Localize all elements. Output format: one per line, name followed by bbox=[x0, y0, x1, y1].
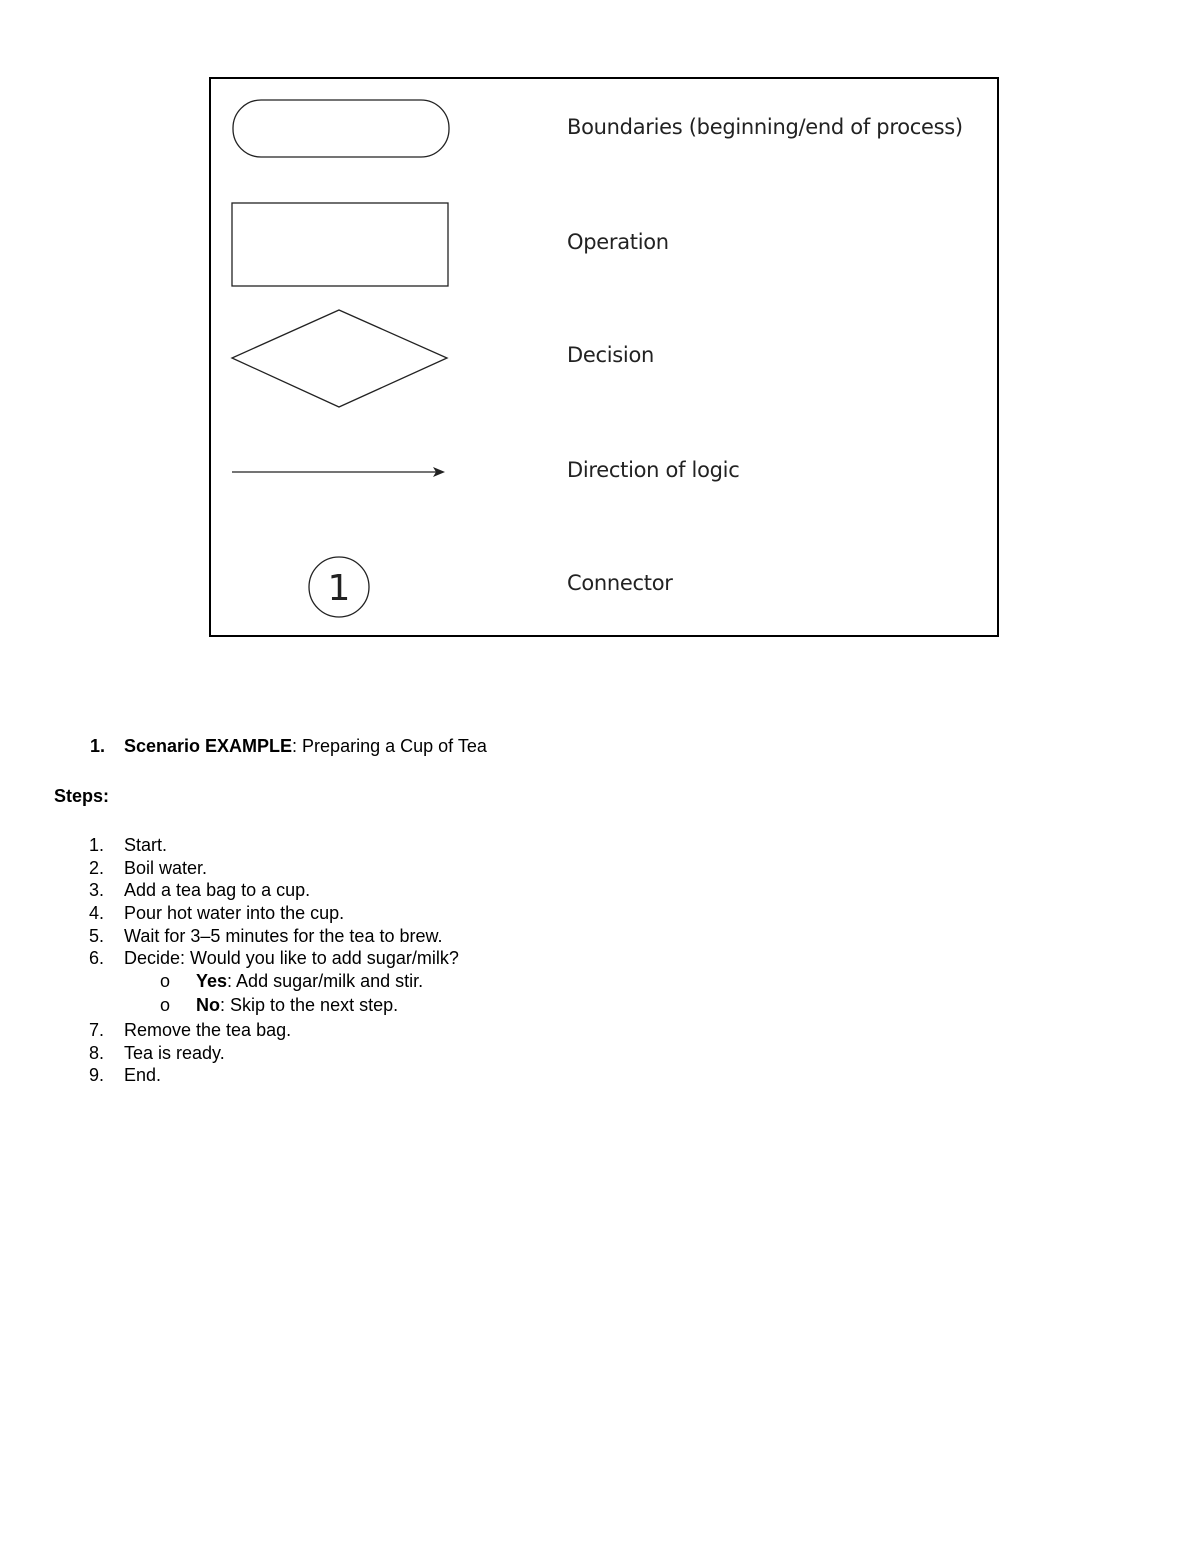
operation-rectangle-shape bbox=[232, 203, 448, 286]
legend-label-connector: Connector bbox=[567, 571, 673, 595]
legend-label-operation: Operation bbox=[567, 230, 669, 254]
step-text: Decide: Would you like to add sugar/milk? bbox=[124, 948, 459, 968]
step-number: 9. bbox=[88, 1065, 104, 1085]
bullet-icon: o bbox=[160, 971, 171, 991]
legend-label-direction: Direction of logic bbox=[567, 458, 740, 482]
step-number: 7. bbox=[88, 1020, 104, 1040]
scenario-title bbox=[124, 735, 487, 757]
sub-step-detail: : Add sugar/milk and stir. bbox=[227, 971, 424, 991]
sub-step-text bbox=[196, 994, 398, 1016]
step-number: 8. bbox=[88, 1043, 104, 1063]
step-text: Pour hot water into the cup. bbox=[124, 903, 345, 923]
scenario-number: 1. bbox=[89, 736, 105, 756]
step-text: Remove the tea bag. bbox=[124, 1020, 292, 1040]
step-text: Add a tea bag to a cup. bbox=[124, 880, 311, 900]
sub-step-detail: : Skip to the next step. bbox=[220, 995, 399, 1015]
sub-step-label: No bbox=[196, 995, 220, 1015]
steps-heading: Steps: bbox=[54, 786, 110, 806]
bullet-icon: o bbox=[160, 995, 171, 1015]
scenario-text: : Preparing a Cup of Tea bbox=[292, 736, 487, 756]
step-number: 6. bbox=[88, 948, 104, 968]
step-number: 2. bbox=[88, 858, 104, 878]
step-text: Start. bbox=[124, 835, 168, 855]
step-text: End. bbox=[124, 1065, 162, 1085]
terminator-shape bbox=[233, 100, 449, 157]
step-number: 3. bbox=[88, 880, 104, 900]
connector-number: 1 bbox=[327, 568, 351, 609]
step-number: 1. bbox=[88, 835, 104, 855]
sub-step-text bbox=[196, 970, 423, 992]
step-text: Tea is ready. bbox=[124, 1043, 225, 1063]
step-text: Boil water. bbox=[124, 858, 208, 878]
flowchart-symbol-legend bbox=[209, 77, 999, 637]
sub-step-label: Yes bbox=[196, 971, 228, 991]
scenario-label: Scenario EXAMPLE bbox=[124, 736, 293, 756]
step-number: 4. bbox=[88, 903, 104, 923]
legend-label-decision: Decision bbox=[567, 343, 655, 367]
decision-diamond-shape bbox=[232, 310, 447, 407]
legend-label-boundaries: Boundaries (beginning/end of process) bbox=[567, 115, 963, 139]
step-text: Wait for 3–5 minutes for the tea to brew. bbox=[124, 926, 443, 946]
step-number: 5. bbox=[88, 926, 104, 946]
